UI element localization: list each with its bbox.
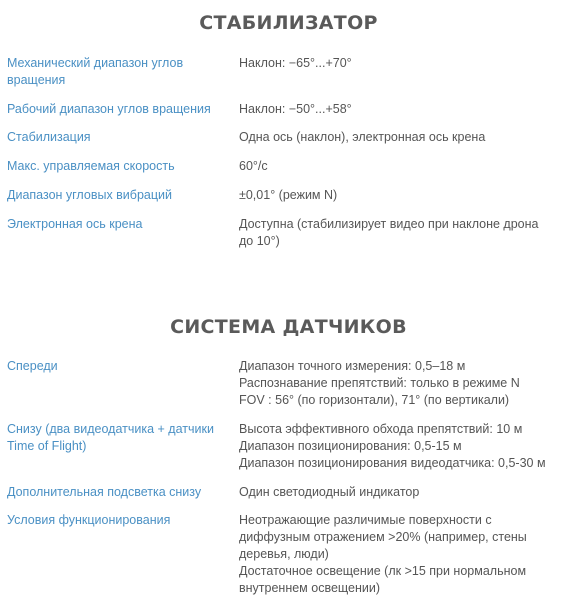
- spec-label: Спереди: [7, 359, 58, 373]
- spec-value-line: Диапазон точного измерения: 0,5–18 м: [239, 359, 466, 373]
- spec-value-line: Одна ось (наклон), электронная ось крена: [239, 130, 486, 144]
- spec-label: Стабилизация: [7, 130, 91, 144]
- spec-label: Дополнительная подсветка снизу: [7, 485, 202, 499]
- spec-value-line: Диапазон позиционирования видеодатчика: 0,5-30 м: [239, 456, 546, 470]
- spec-label: Электронная ось крена: [7, 217, 143, 231]
- section-title-sensing: СИСТЕМА ДАТЧИКОВ: [170, 316, 407, 338]
- spec-value-line: Наклон: −50°...+58°: [239, 102, 352, 116]
- spec-label: Макс. управляемая скорость: [7, 159, 175, 173]
- spec-label: Рабочий диапазон углов вращения: [7, 102, 211, 116]
- spec-label: Механический диапазон углов вращения: [7, 56, 184, 87]
- spec-value-line: Наклон: −65°...+70°: [239, 56, 352, 70]
- spec-value: [239, 484, 559, 501]
- spec-value-line: Доступна (стабилизирует видео при наклоне дрона до 10°): [239, 217, 539, 248]
- spec-value: [239, 358, 559, 409]
- spec-value-line: Диапазон позиционирования: 0,5-15 м: [239, 439, 462, 453]
- spec-value: [239, 216, 554, 250]
- spec-value: [239, 101, 559, 118]
- spec-value-line: Распознавание препятствий: только в режиме N: [239, 376, 520, 390]
- spec-value-line: Высота эффективного обхода препятствий: 10 м: [239, 422, 523, 436]
- section-title-gimbal: СТАБИЛИЗАТОР: [199, 12, 378, 34]
- spec-value: [239, 512, 549, 597]
- spec-value: [239, 158, 559, 175]
- spec-value: [239, 129, 559, 146]
- spec-value-line: ±0,01° (режим N): [239, 188, 338, 202]
- spec-label: Снизу (два видеодатчика + датчики Time of Flight): [7, 422, 214, 453]
- spec-value-line: 60°/с: [239, 159, 268, 173]
- spec-value: [239, 55, 559, 72]
- spec-label: Условия функционирования: [7, 513, 171, 527]
- spec-label: Диапазон угловых вибраций: [7, 188, 172, 202]
- spec-value-line: Один светодиодный индикатор: [239, 485, 420, 499]
- spec-value: [239, 187, 559, 204]
- spec-value-line: Неотражающие различимые поверхности с диффузным отражением >20% (например, стены деревья, люди): [239, 513, 527, 561]
- spec-value-line: Достаточное освещение (лк >15 при нормальном внутреннем освещении): [239, 564, 527, 595]
- spec-value: [239, 421, 559, 472]
- spec-value-line: FOV : 56° (по горизонтали), 71° (по вертикали): [239, 393, 510, 407]
